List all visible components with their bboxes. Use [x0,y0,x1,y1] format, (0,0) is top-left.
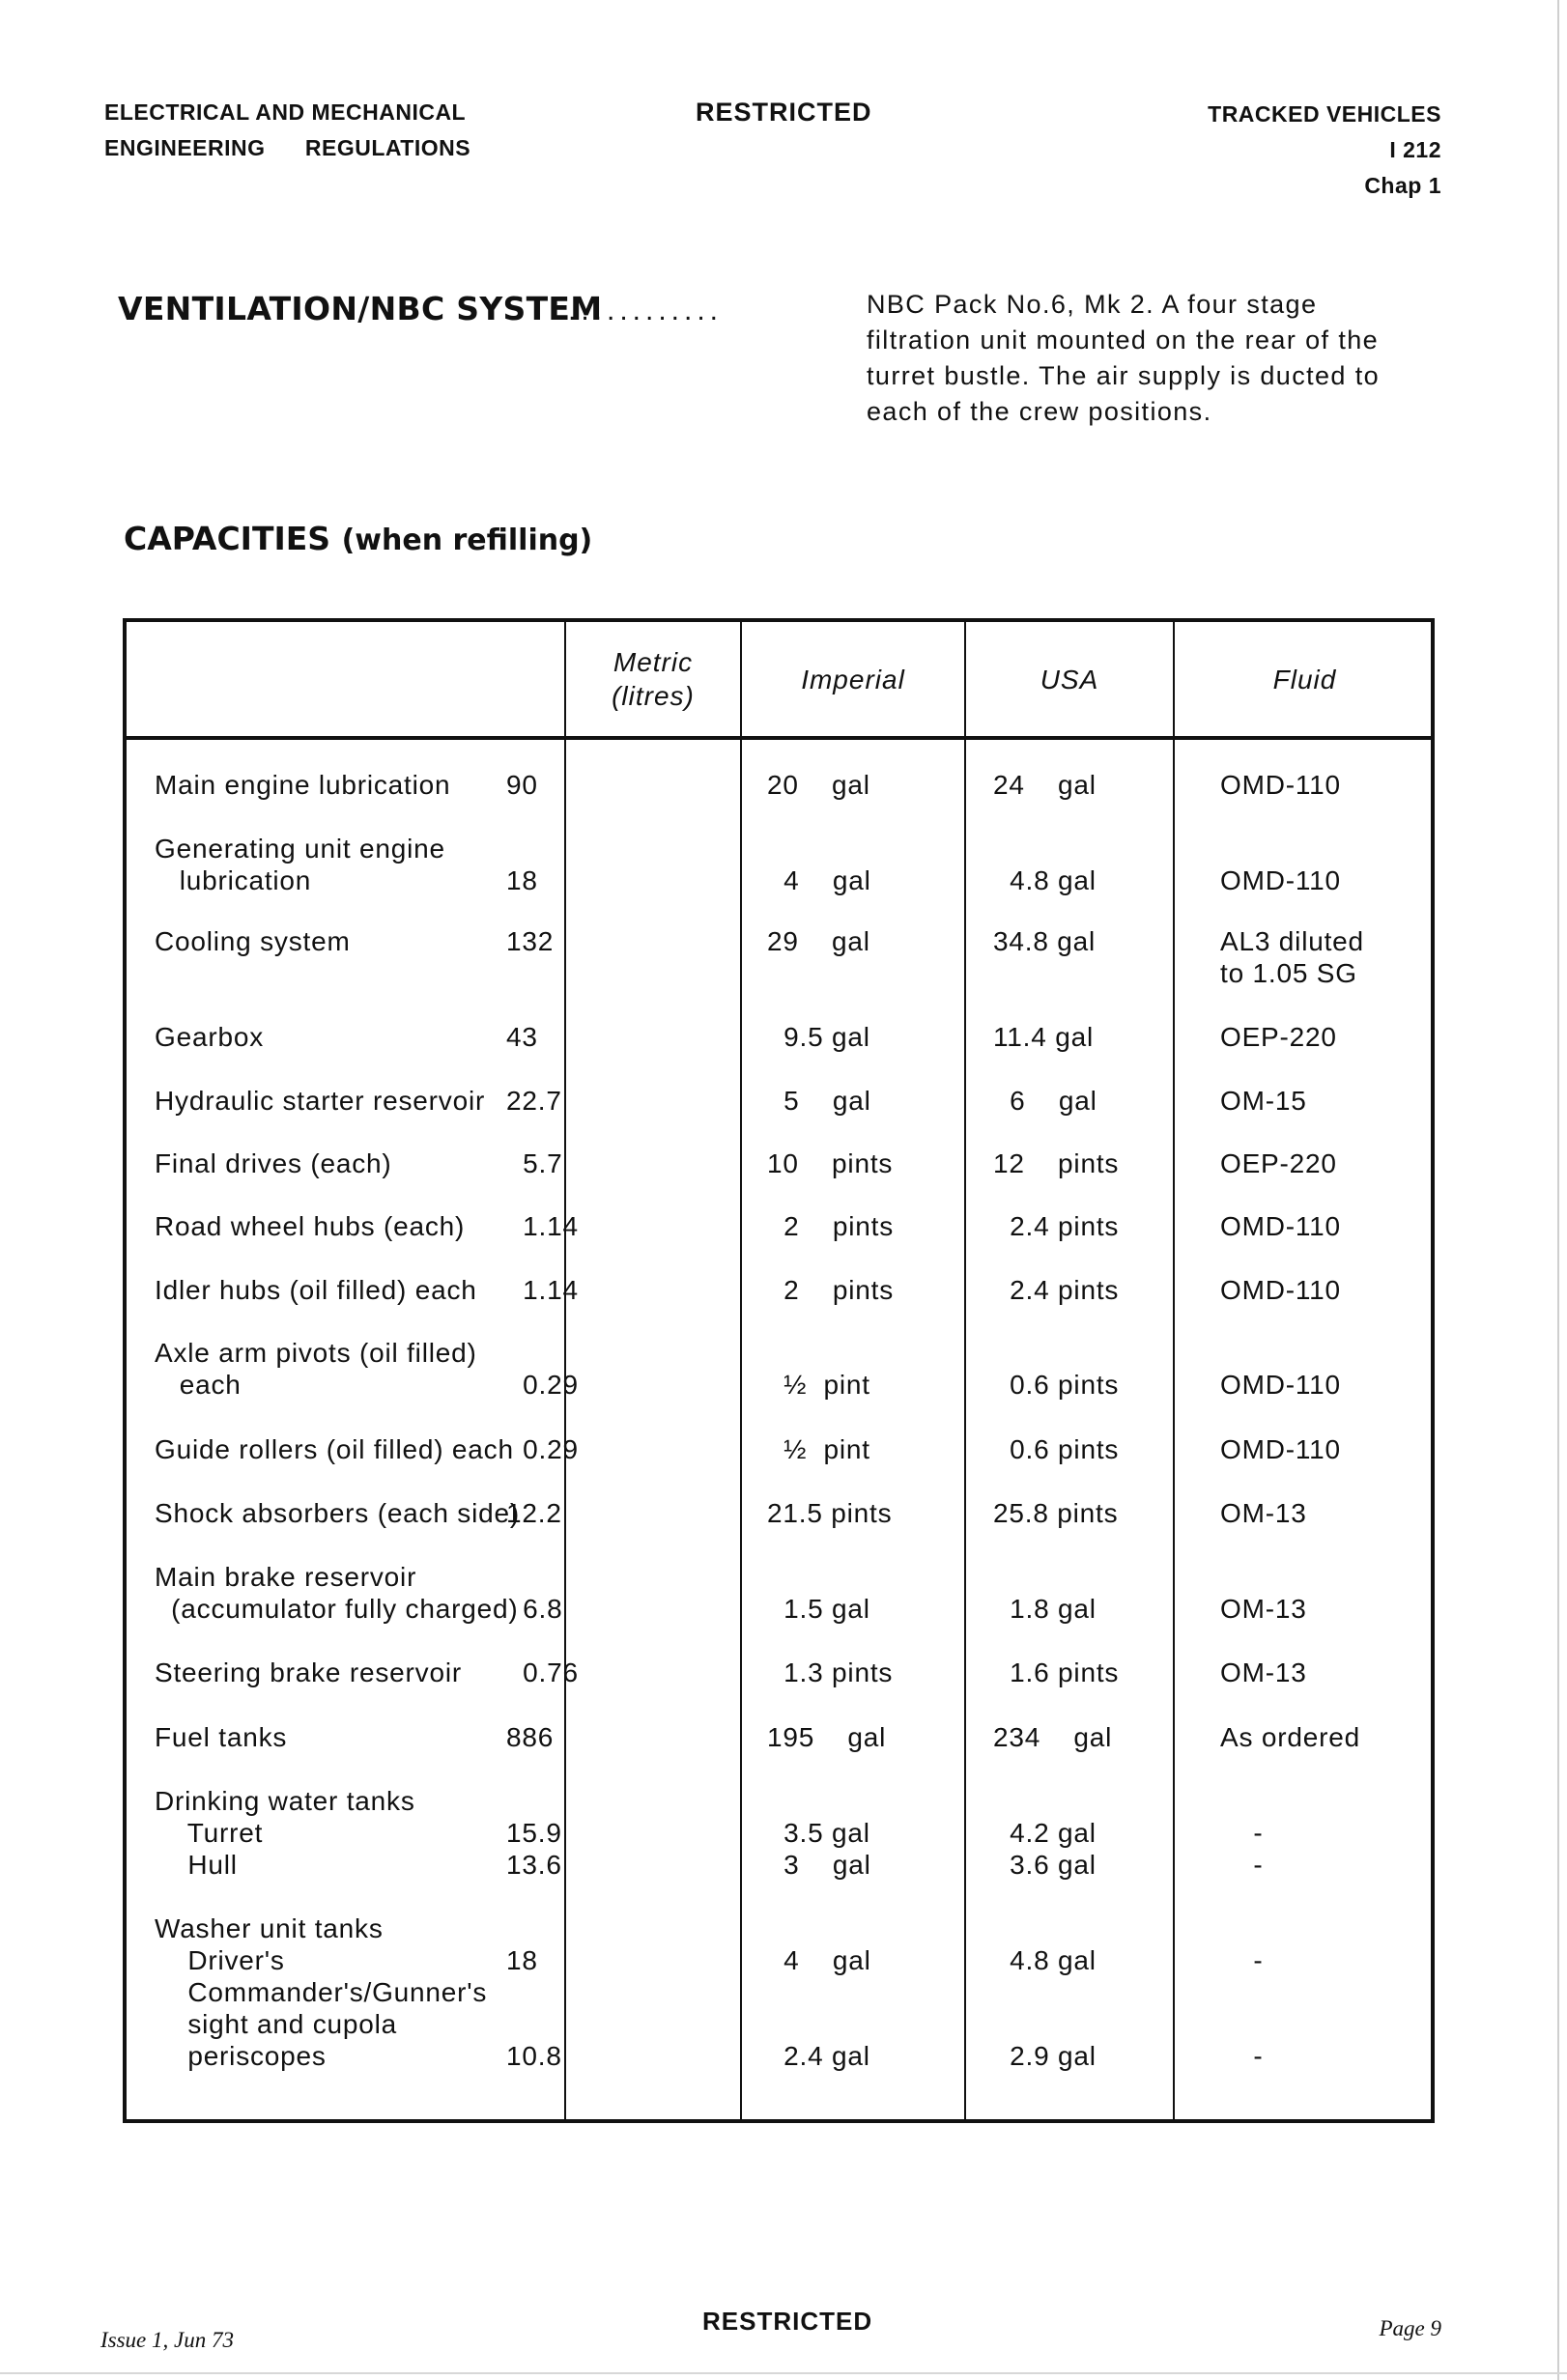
row-item-label: Gearbox [155,1022,264,1052]
row-imperial-value: 21.5 pints [767,1498,893,1528]
row-imperial-value: ½ pint [767,1370,870,1400]
row-fluid-value: OMD-110 [1220,1275,1341,1305]
row-usa-value: 4.8 gal 2.9 gal [1010,1945,1097,2071]
row-item-label: Axle arm pivots (oil filled) each [155,1338,477,1400]
row-imperial-value: 1.5 gal [767,1594,870,1624]
page-edge-right [1557,0,1559,2380]
row-usa-value: 0.6 pints [993,1370,1120,1400]
footer-issue: Issue 1, Jun 73 [100,2328,234,2352]
row-usa-value: 2.4 pints [993,1211,1120,1241]
row-item-label: Generating unit engine lubrication [155,834,445,895]
row-fluid-value: OMD-110 [1220,1434,1341,1464]
ventilation-leader: ............ [568,295,724,326]
column-header-metric: Metric (litres) [612,647,695,711]
row-metric-value: 0.76 [506,1658,579,1687]
row-imperial-value: 20 gal [767,770,870,800]
header-right-line1: TRACKED VEHICLES [1208,101,1441,127]
row-item-label: Idler hubs (oil filled) each [155,1275,477,1305]
row-usa-value: 34.8 gal [993,926,1097,956]
row-imperial-value: ½ pint [767,1434,870,1464]
column-header-fluid: Fluid [1272,664,1337,694]
row-metric-value: 886 [506,1722,555,1752]
row-metric-value: 0.29 [506,1434,579,1464]
row-fluid-value: OM-15 [1220,1086,1307,1116]
header-right [1208,97,1441,204]
row-imperial-value: 3.5 gal 3 gal [784,1818,871,1880]
row-metric-value: 1.14 [506,1211,579,1241]
row-item-label: Drinking water tanks Turret Hull [155,1786,415,1880]
row-item-label: Main engine lubrication [155,770,451,800]
row-imperial-value: 2 pints [767,1275,894,1305]
row-fluid-value: AL3 diluted to 1.05 SG [1220,926,1364,988]
header-left [104,95,470,166]
row-fluid-value: - - [1253,1945,1264,2071]
row-fluid-value: OMD-110 [1220,865,1341,895]
row-item-label: Fuel tanks [155,1722,288,1752]
ventilation-description: NBC Pack No.6, Mk 2. A four stage filtration unit mounted on the rear of the turret bustle. The air supply is ducted to each of the crew positions. [867,290,1381,426]
row-item-label: Shock absorbers (each side) [155,1498,520,1528]
footer-classification: RESTRICTED [702,2307,873,2336]
row-usa-value: 1.8 gal [993,1594,1097,1624]
row-fluid-value: As ordered [1220,1722,1360,1752]
row-usa-value: 4.8 gal [993,865,1097,895]
row-metric-value: 90 [506,770,538,800]
row-item-label: Final drives (each) [155,1148,392,1178]
row-item-label: Guide rollers (oil filled) each [155,1434,514,1464]
capacities-table [123,618,1435,2123]
row-imperial-value: 2 pints [767,1211,894,1241]
row-metric-value: 0.29 [506,1370,579,1400]
row-imperial-value: 1.3 pints [767,1658,894,1687]
page-edge-bottom [0,2372,1567,2374]
row-usa-value: 6 gal [993,1086,1097,1116]
table-header-rule [127,736,1431,740]
header-right-line3: Chap 1 [1364,173,1441,198]
row-metric-value: 6.8 [506,1594,563,1624]
row-fluid-value: OM-13 [1220,1594,1307,1624]
table-divider [964,622,966,2119]
row-usa-value: 0.6 pints [993,1434,1120,1464]
row-usa-value: 24 gal [993,770,1097,800]
table-divider [1173,622,1175,2119]
row-fluid-value: OM-13 [1220,1658,1307,1687]
row-usa-value: 1.6 pints [993,1658,1120,1687]
row-usa-value: 12 pints [993,1148,1120,1178]
row-imperial-value: 29 gal [767,926,870,956]
header-left-line2: ENGINEERING REGULATIONS [104,135,471,160]
row-metric-value: 12.2 [506,1498,562,1528]
row-item-label: Washer unit tanks Driver's Commander's/Gunner's sight and cupola periscopes [155,1913,488,2071]
row-metric-value: 22.7 [506,1086,562,1116]
footer-page-number: Page 9 [1379,2316,1441,2340]
row-usa-value: 11.4 gal [993,1022,1094,1052]
row-fluid-value: OMD-110 [1220,1370,1341,1400]
row-usa-value: 234 gal [993,1722,1113,1752]
row-fluid-value: - - [1253,1818,1264,1880]
row-metric-value: 18 10.8 [506,1945,562,2071]
row-fluid-value: OMD-110 [1220,770,1341,800]
table-divider [740,622,742,2119]
column-header-usa: USA [1040,664,1099,694]
row-metric-value: 132 [506,926,555,956]
row-imperial-value: 9.5 gal [767,1022,870,1052]
row-fluid-value: OEP-220 [1220,1022,1337,1052]
row-item-label: Main brake reservoir (accumulator fully charged) [155,1562,519,1624]
row-imperial-value: 4 gal 2.4 gal [784,1945,871,2071]
row-item-label: Hydraulic starter reservoir [155,1086,486,1116]
column-header-item [127,622,564,736]
ventilation-title: VENTILATION/NBC SYSTEM [118,290,603,327]
row-metric-value: 5.7 [506,1148,563,1178]
row-imperial-value: 4 gal [767,865,871,895]
header-left-line1: ELECTRICAL AND MECHANICAL [104,99,467,125]
row-metric-value: 15.9 13.6 [506,1818,562,1880]
row-fluid-value: OEP-220 [1220,1148,1337,1178]
row-imperial-value: 10 pints [767,1148,894,1178]
capacities-subtitle: (when refilling) [341,524,593,557]
row-usa-value: 4.2 gal 3.6 gal [1010,1818,1097,1880]
column-header-imperial: Imperial [801,664,905,694]
row-metric-value: 18 [506,865,538,895]
row-item-label: Steering brake reservoir [155,1658,462,1687]
row-metric-value: 1.14 [506,1275,579,1305]
row-item-label: Cooling system [155,926,351,956]
header-classification: RESTRICTED [696,98,872,127]
row-metric-value: 43 [506,1022,538,1052]
row-fluid-value: OMD-110 [1220,1211,1341,1241]
row-item-label: Road wheel hubs (each) [155,1211,466,1241]
row-imperial-value: 5 gal [767,1086,871,1116]
header-right-line2: I 212 [1389,137,1441,162]
capacities-title [124,520,592,557]
row-usa-value: 25.8 pints [993,1498,1119,1528]
row-fluid-value: OM-13 [1220,1498,1307,1528]
row-usa-value: 2.4 pints [993,1275,1120,1305]
row-imperial-value: 195 gal [767,1722,887,1752]
capacities-title-main: CAPACITIES [124,520,331,557]
